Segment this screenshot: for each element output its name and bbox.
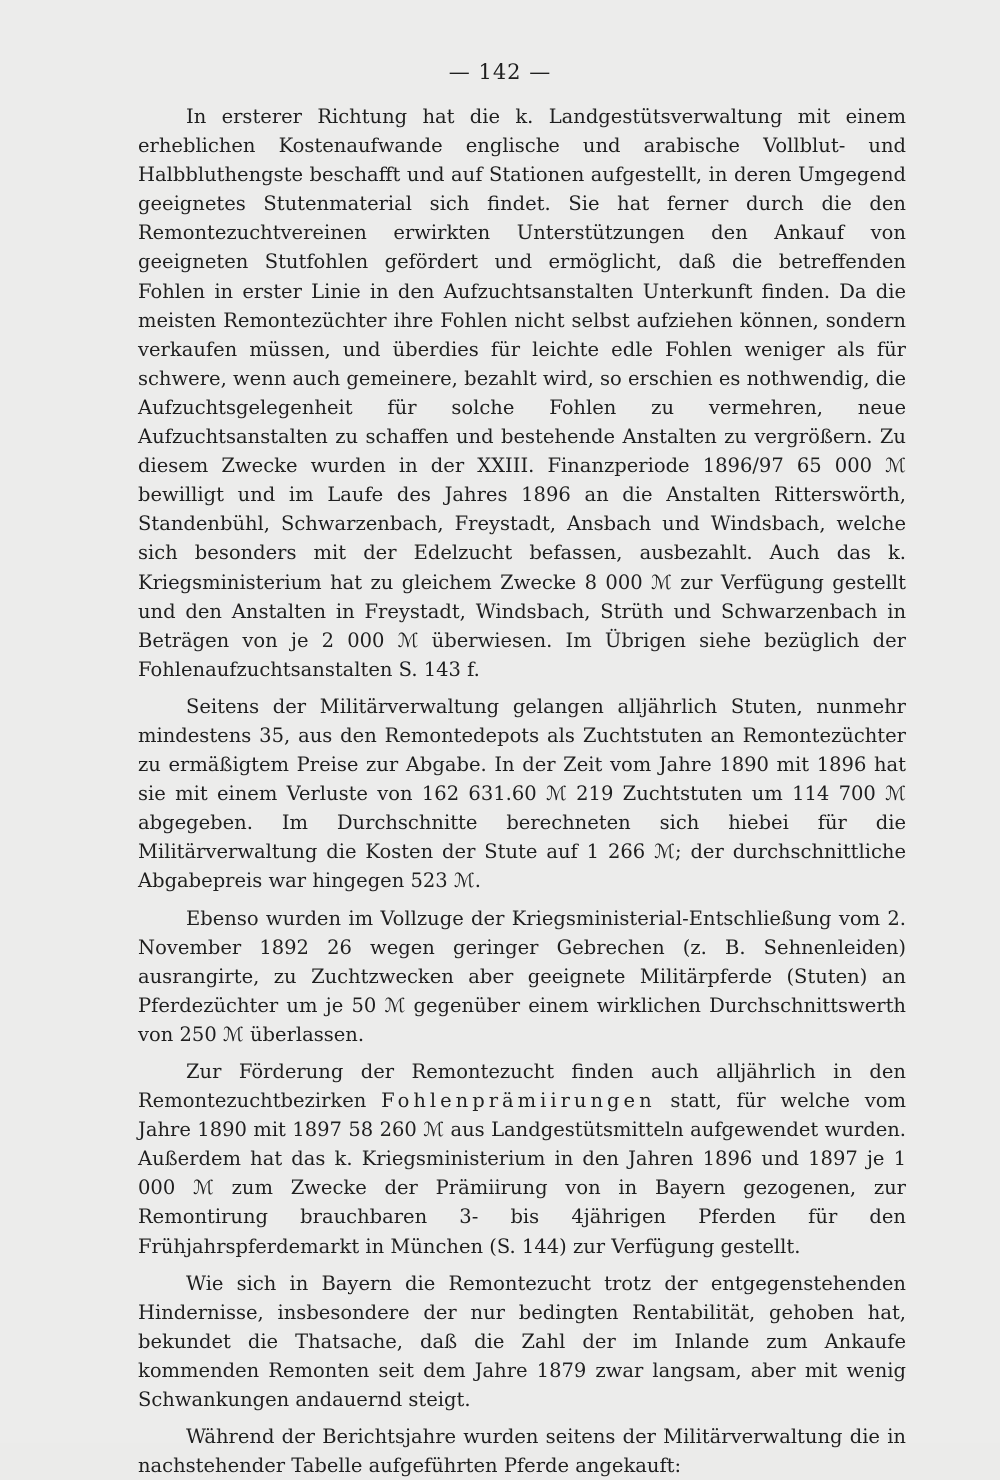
paragraph-6: Während der Berichtsjahre wurden seitens der Militärverwaltung die in nachstehender Tabelle aufgeführten Pferde angekauft: [138, 1425, 906, 1478]
paragraph-3: Ebenso wurden im Vollzuge der Kriegsministerial-Entschließung vom 2. November 1892 26 wegen geringer Gebrechen (z. B. Sehnenleiden) ausrangirte, zu Zuchtzwecken aber geeignete Militärpferde (Stuten) an Pferdezüchter um je 50 ℳ gegenüber einem wirklichen Durchschnittswerth von 250 ℳ überlassen. [138, 906, 906, 1046]
paragraph-4-rest: statt, für welche vom Jahre 1890 mit 1897 58 260 ℳ aus Landgestütsmitteln aufgewendet wurden. Außerdem hat das k. Kriegsministerium in den Jahren 1896 und 1897 je 1 000 ℳ zum Zwecke der Prämiirung von in Bayern gezogenen, zur Remontirung brauchbaren 3- bis 4jährigen Pferden für den Frühjahrspferdemarkt in München (S. 144) zur Verfügung gestellt. [138, 1089, 906, 1258]
spaced-emphasis: Fohlenprämiirungen [381, 1089, 656, 1113]
body-text [138, 102, 906, 1480]
paragraph-5: Wie sich in Bayern die Remontezucht trotz der entgegenstehenden Hindernisse, insbesondere der nur bedingten Rentabilität, gehoben hat, bekundet die Thatsache, daß die Zahl der im Inlande zum Ankaufe kommenden Remonten seit dem Jahre 1879 zwar langsam, aber mit wenig Schwankungen andauernd steigt. [138, 1271, 906, 1412]
paragraph-1: In ersterer Richtung hat die k. Landgestütsverwaltung mit einem erheblichen Kostenaufwande englische und arabische Vollblut- und Halbbluthengste beschafft und auf Stationen aufgestellt, in deren Umgegend geeignetes Stutenmaterial sich findet. Sie hat ferner durch die den Remontezuchtvereinen erwirkten Unterstützungen den Ankauf von geeigneten Stutfohlen gefördert und ermöglicht, daß die betreffenden Fohlen in erster Linie in den Aufzuchtsanstalten Unterkunft finden. Da die meisten Remontezüchter ihre Fohlen nicht selbst aufziehen können, sondern verkaufen müssen, und überdies für leichte edle Fohlen weniger als für schwere, wenn auch gemeinere, bezahlt wird, so erschien es nothwendig, die Aufzuchtsgelegenheit für solche Fohlen zu vermehren, neue Aufzuchtsanstalten zu schaffen und bestehende Anstalten zu vergrößern. Zu diesem Zwecke wurden in der XXIII. Finanzperiode 1896/97 65 000 ℳ bewilligt und im Laufe des Jahres 1896 an die Anstalten Ritterswörth, Standenbühl, Schwarzenbach, Freystadt, Ansbach und Windsbach, welche sich besonders mit der Edelzucht befassen, ausbezahlt. Auch das k. Kriegsministerium hat zu gleichem Zwecke 8 000 ℳ zur Verfügung gestellt und den Anstalten in Freystadt, Windsbach, Strüth und Schwarzenbach in Beträgen von je 2 000 ℳ überwiesen. Im Übrigen siehe bezüglich der Fohlenaufzuchtsanstalten S. 143 f. [138, 105, 906, 681]
paragraph-4 [138, 1057, 906, 1261]
paragraph-2: Seitens der Militärverwaltung gelangen alljährlich Stuten, nunmehr mindestens 35, aus den Remontedepots als Zuchtstuten an Remontezüchter zu ermäßigtem Preise zur Abgabe. In der Zeit vom Jahre 1890 mit 1896 hat sie mit einem Verluste von 162 631.60 ℳ 219 Zuchtstuten um 114 700 ℳ abgegeben. Im Durchschnitte berechneten sich hiebei für die Militärverwaltung die Kosten der Stute auf 1 266 ℳ; der durchschnittliche Abgabepreis war hingegen 523 ℳ. [138, 694, 906, 893]
page-number: — 142 — [448, 60, 552, 84]
paragraph-4-lead: Zur Förderung der Remontezucht finden auch alljährlich in den Remontezuchtbezirken [138, 1060, 906, 1113]
